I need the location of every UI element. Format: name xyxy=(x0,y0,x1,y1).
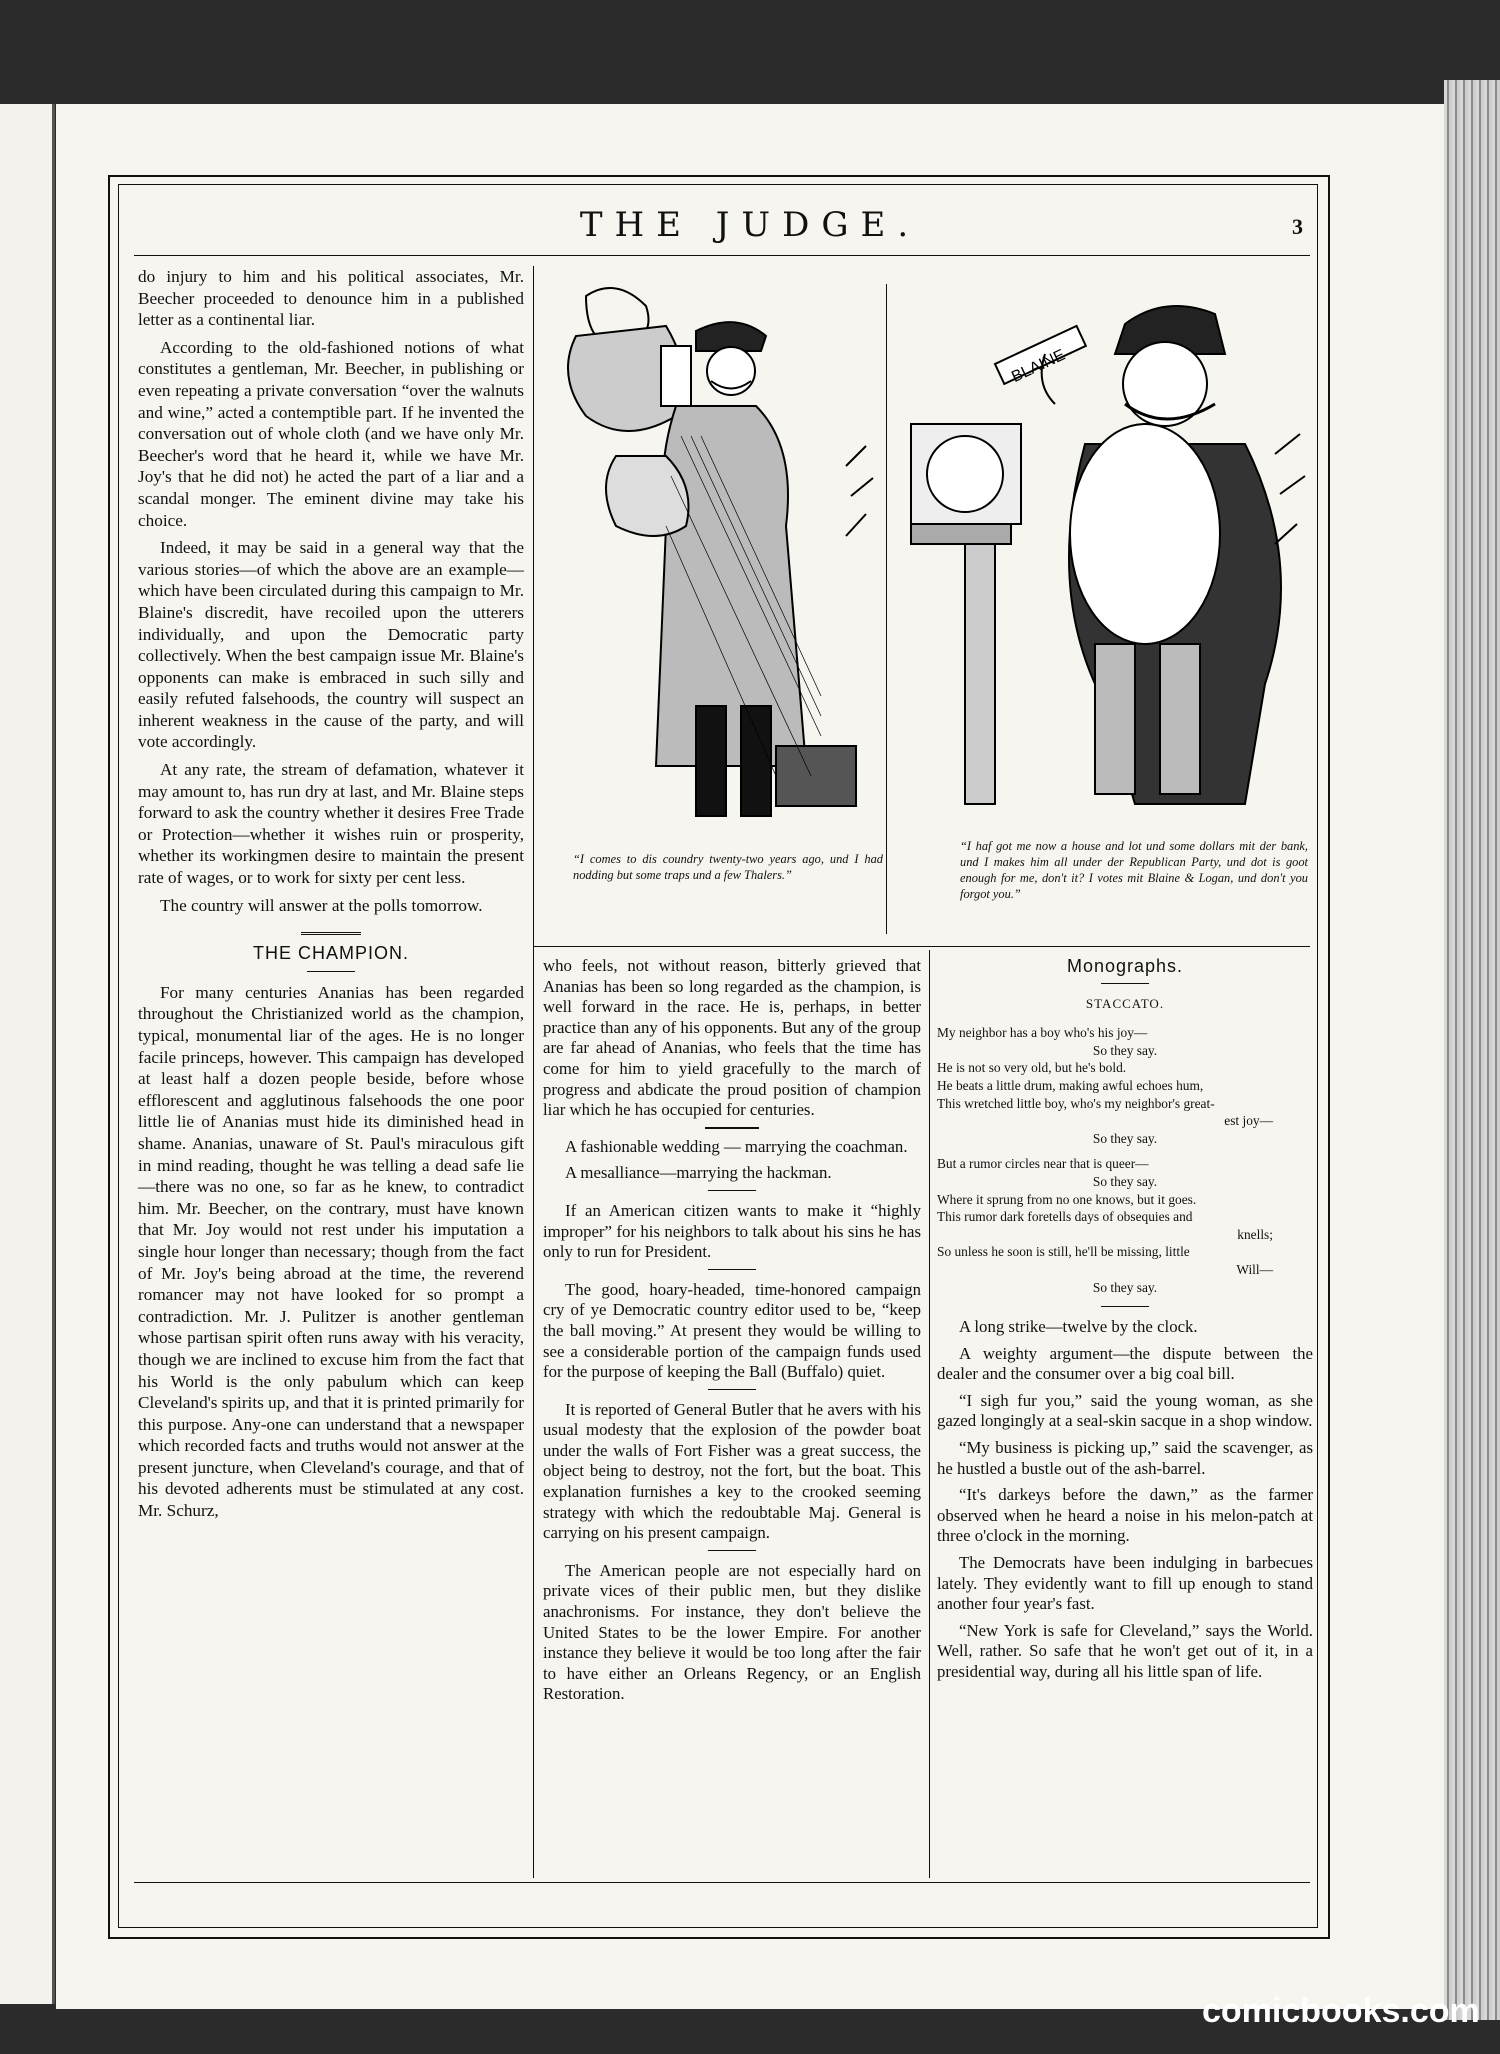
item-paragraph: “New York is safe for Cleveland,” says the World. Well, rather. So safe that he won't get out of it, in a presidential way, during all his little span of life. xyxy=(937,1620,1313,1681)
poem-line: But a rumor circles near that is queer— xyxy=(937,1156,1149,1172)
poem-line: So they say. xyxy=(1092,1130,1158,1146)
poem-line: So they say. xyxy=(1092,1042,1158,1058)
item-divider xyxy=(708,1190,756,1191)
masthead-rule xyxy=(134,255,1310,256)
column-right xyxy=(937,956,1313,1689)
poem-line: He is not so very old, but he's bold. xyxy=(937,1060,1127,1076)
title-underline xyxy=(1101,983,1149,984)
item-paragraph: “I sigh fur you,” said the young woman, as she gazed longingly at a seal-skin sacque in a shop window. xyxy=(937,1390,1313,1431)
article-paragraph: According to the old-fashioned notions of what constitutes a gentleman, Mr. Beecher, in publishing or even repeating a private conversation “over the walnuts and wine,” acted a contemptible part. If he invented the conversation out of whole cloth (and we have only Mr. Beecher's word that he heard it, while we have Mr. Joy's that he did not) he acted the part of a liar and a scandal monger. The eminent divine may take his choice. xyxy=(138,337,524,530)
cartoon-immigrant xyxy=(546,276,882,846)
item-paragraph: “It's darkeys before the dawn,” as the farmer observed when he heard a noise in his melon-patch at three o'clock in the morning. xyxy=(937,1485,1313,1546)
cartoon-caption-right: “I haf got me now a house and lot und some dollars mit der bank, und I makes him all under der Republican Party, und dot is goot enough for me, don't it? I votes mit Blaine & Logan, und don't you forgot you.” xyxy=(960,839,1308,901)
poem-line: Will— xyxy=(1236,1261,1273,1277)
poem-line: So they say. xyxy=(1092,1279,1158,1295)
item-divider xyxy=(708,1550,756,1551)
poem-line: He beats a little drum, making awful echoes hum, xyxy=(937,1077,1204,1093)
article-paragraph: who feels, not without reason, bitterly grieved that Ananias has been so long regarded as the champion, is well forward in the race. He is, perhaps, in better practice than any of his opponents. But any of the group are far ahead of Ananias, who feels that the time has come for him to yield gracefully to the march of progress and abdicate the proud position of champion liar which he has occupied for centuries. xyxy=(543,956,921,1120)
poem-line: knells; xyxy=(1237,1226,1273,1242)
poem-line: This rumor dark foretells days of obsequies and xyxy=(937,1209,1193,1225)
column-rule xyxy=(533,266,534,1878)
poem-line: est joy— xyxy=(1224,1113,1273,1129)
item-divider xyxy=(1101,1306,1149,1307)
article-paragraph: At any rate, the stream of defamation, whatever it may amount to, has run dry at last, and Mr. Blaine steps forward to ask the country whether it desires Free Trade or Protection—whether it wishes ruin or prosperity, whether its workingmen desire to maintain the present rate of wages, or to work for sixty per cent less. xyxy=(138,760,524,888)
item-paragraph: A mesalliance—marrying the hackman. xyxy=(565,1163,832,1183)
item-paragraph: A long strike—twelve by the clock. xyxy=(959,1317,1198,1337)
poem-line: Where it sprung from no one knows, but it goes. xyxy=(937,1191,1197,1207)
section-divider xyxy=(301,932,361,935)
column-left xyxy=(138,266,524,1528)
ballot-label: BLAINE xyxy=(1009,346,1068,387)
poem-title: STACCATO. xyxy=(1085,995,1165,1011)
item-divider xyxy=(708,1389,756,1390)
poem-line: This wretched little boy, who's my neighbor's great- xyxy=(937,1095,1215,1111)
poem-staccato xyxy=(937,1024,1313,1296)
cartoon-divider xyxy=(886,284,887,934)
page-bottom-rule xyxy=(134,1882,1310,1883)
masthead-title: THE JUDGE. xyxy=(579,205,921,245)
item-divider xyxy=(705,1127,759,1129)
column-middle xyxy=(543,956,921,1711)
item-paragraph: A weighty argument—the dispute between the dealer and the consumer over a big coal bill. xyxy=(937,1343,1313,1384)
poem-line: So they say. xyxy=(1092,1173,1158,1189)
article-paragraph: do injury to him and his political associates, Mr. Beecher proceeded to denounce him in a published letter as a continental liar. xyxy=(138,267,524,330)
item-paragraph: A fashionable wedding — marrying the coachman. xyxy=(565,1136,908,1156)
article-paragraph: Indeed, it may be said in a general way that the various stories—of which the above are an example—which have been circulated during this campaign to Mr. Blaine's discredit, have recoiled upon the utterers individually, and upon the Democratic party collectively. When the best campaign issue Mr. Blaine's opponents can make is embraced in such silly and easily refuted falsehoods, the country will suspect an inherent weakness in the cause of the party, and will vote accordingly. xyxy=(138,538,524,752)
item-paragraph: The American people are not especially hard on private vices of their public men, but they dislike anachronisms. For instance, they don't believe the United States to be the lower Empire. For another instance they believe it would be too long after the fair to have either an Orleans Regency, or an English Restoration. xyxy=(543,1560,921,1704)
site-watermark: comicbooks.com xyxy=(1202,1992,1480,2030)
facing-page-edge xyxy=(0,104,55,2004)
cartoon-caption-left: “I comes to dis coundry twenty-two years ago, und I had nodding but some traps und a few Thalers.” xyxy=(573,852,883,882)
poem-line: So unless he soon is still, he'll be missing, little xyxy=(937,1244,1190,1260)
page-number: 3 xyxy=(1292,214,1303,239)
article-paragraph: For many centuries Ananias has been regarded throughout the Christianized world as the champion, typical, monumental liar of the ages. He is no longer facile princeps, however. This campaign has developed at least half a dozen people beside, before whose efflorescent and agglutinous falsehoods the one poor little lie of Ananias must hide its diminished head in shame. Ananias, unaware of St. Paul's miraculous gift in mind reading, thought he was telling a dead safe lie—there was no one, so far as he knew, to contradict him. Mr. Beecher, on the contrary, must have known that Mr. Joy would not rest under his imputation a single hour longer than necessary; though from the fact of Mr. Joy's being abroad at the time, the reverend romancer may not have looked for so prompt a contradiction. Mr. J. Pulitzer is another gentleman whose partisan spirit often runs away with his veracity, though we are inclined to excuse him from the fact that his World is the only pabulum which can keep Cleveland's spirits up, and that it is printed primarily for this purpose. Any-one can understand that a newspaper which recorded facts and truths would not answer at the present juncture, when Cleveland's courage, and that of his devoted adherents must be stimulated at any cost. Mr. Schurz, xyxy=(138,982,524,1521)
cartoon-voter xyxy=(895,284,1315,824)
item-paragraph: The good, hoary-headed, time-honored campaign cry of ye Democratic country editor used to be, “keep the ball moving.” At present they would be willing to see a considerable portion of the campaign funds used for the purpose of keeping the Ball (Buffalo) quiet. xyxy=(543,1279,921,1382)
poem-line: My neighbor has a boy who's his joy— xyxy=(937,1025,1148,1041)
item-divider xyxy=(708,1269,756,1270)
item-paragraph: The Democrats have been indulging in barbecues lately. They evidently want to fill up enough to stand another four year's fast. xyxy=(937,1553,1313,1614)
cartoon-bottom-rule xyxy=(534,946,1310,947)
page-stack-edges xyxy=(1444,80,1500,2020)
title-underline xyxy=(307,971,355,972)
section-title-monographs: Monographs. xyxy=(1066,956,1184,976)
item-paragraph: If an American citizen wants to make it “highly improper” for his neighbors to talk about his sins he has only to run for President. xyxy=(543,1200,921,1262)
column-rule xyxy=(929,950,930,1878)
item-paragraph: It is reported of General Butler that he avers with his usual modesty that the explosion of the powder boat under the walls of Fort Fisher was a great success, the object being to destroy, not the fort, but the boat. This explanation furnishes a key to the crooked seeming strategy with which the redoubtable Maj. General is carrying on his present campaign. xyxy=(543,1399,921,1543)
section-title-champion: THE CHAMPION. xyxy=(252,943,409,964)
article-paragraph: The country will answer at the polls tomorrow. xyxy=(160,895,483,915)
item-paragraph: “My business is picking up,” said the scavenger, as he hustled a bustle out of the ash-barrel. xyxy=(937,1438,1313,1478)
